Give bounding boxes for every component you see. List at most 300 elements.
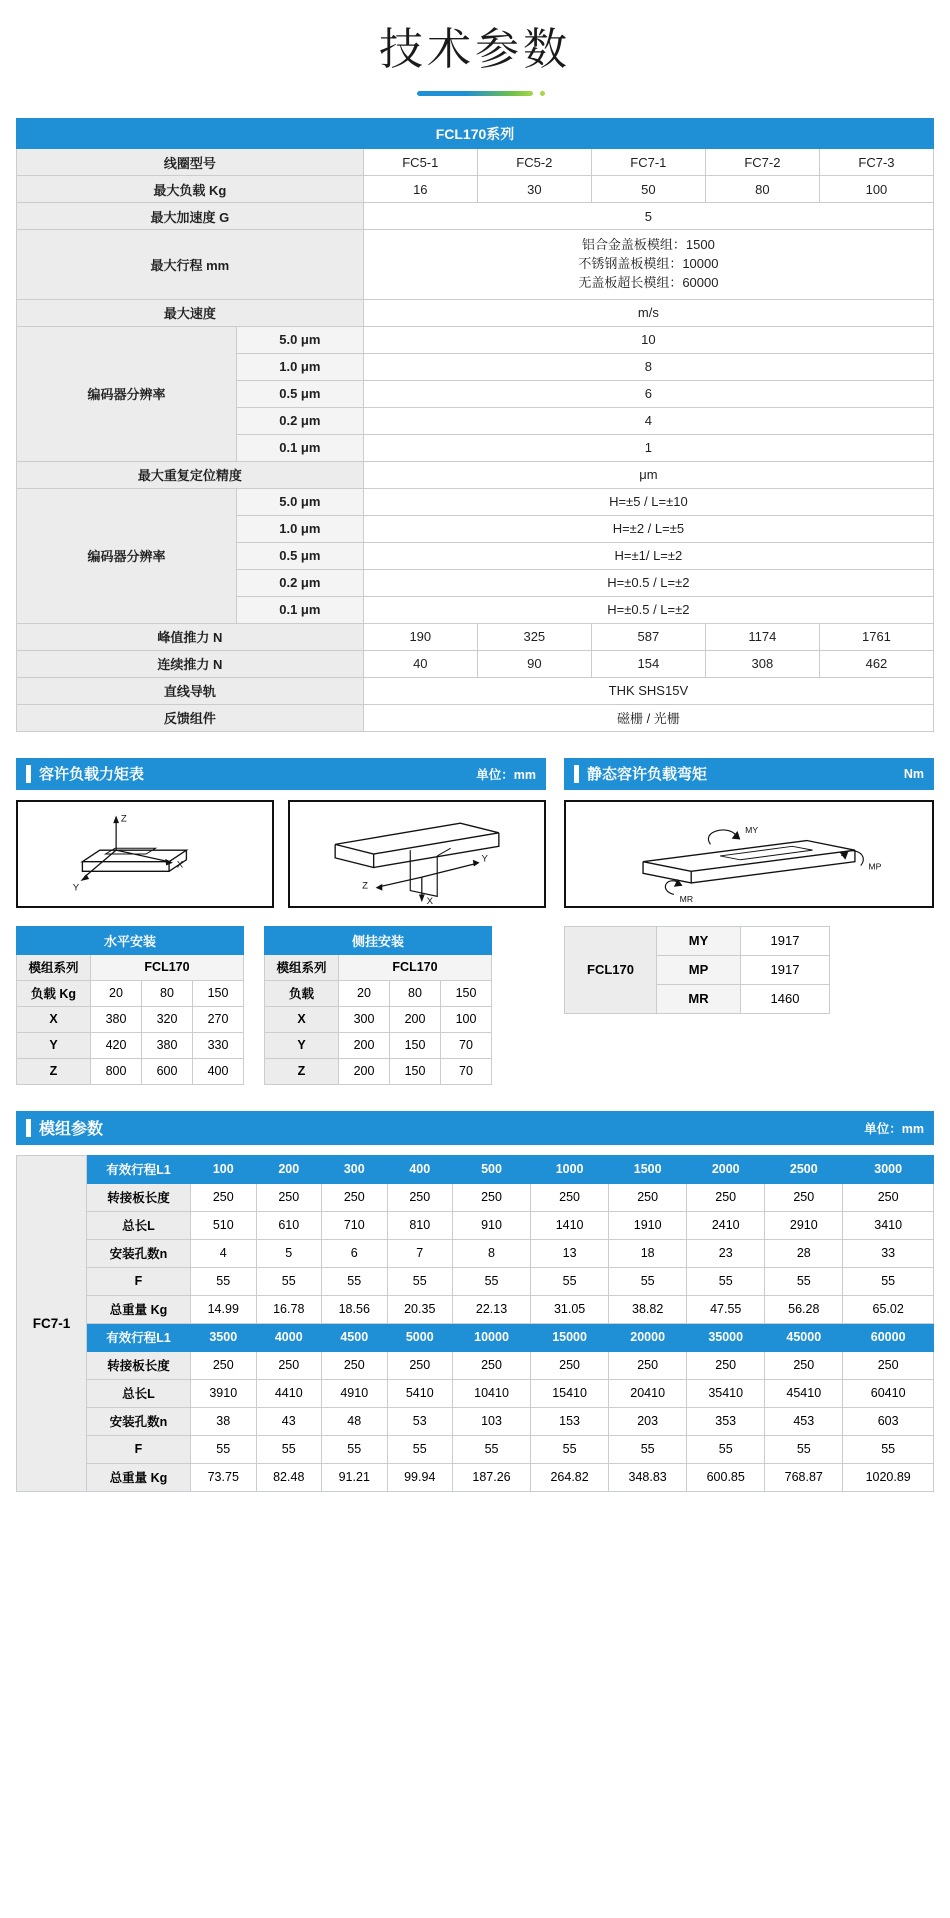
cell-value: 603 <box>843 1407 934 1435</box>
cell-value: 55 <box>843 1435 934 1463</box>
cell-value: 250 <box>687 1183 765 1211</box>
axis-label-x: X <box>17 1006 91 1032</box>
cell-value: 55 <box>765 1435 843 1463</box>
svg-text:X: X <box>176 859 184 871</box>
cell-value: 264.82 <box>531 1463 609 1491</box>
module-parameters-header <box>16 1111 934 1145</box>
cell-value: 13 <box>531 1239 609 1267</box>
header-cell: 4500 <box>322 1323 388 1351</box>
table-row <box>17 149 934 176</box>
cell-value: 8 <box>363 353 933 380</box>
side-mount-table <box>264 926 492 1085</box>
series-value: FCL170 <box>91 954 244 980</box>
row-label-total-weight: 总重量 Kg <box>87 1295 191 1323</box>
cell-value: 150 <box>193 980 244 1006</box>
axis-label-y: Y <box>17 1032 91 1058</box>
table-row <box>17 461 934 488</box>
cell-value: 4910 <box>322 1379 388 1407</box>
cell-value: 55 <box>387 1435 453 1463</box>
cell-value: 30 <box>477 176 591 203</box>
stroke-line-2: 不锈钢盖板模组：10000 <box>578 255 719 271</box>
sub-label: 0.1 μm <box>236 434 363 461</box>
axis-label-x: X <box>265 1006 339 1032</box>
cell-value: 325 <box>477 623 591 650</box>
cell-value: 103 <box>453 1407 531 1435</box>
row-label-max-load: 最大负载 Kg <box>17 176 364 203</box>
table-row <box>17 1351 934 1379</box>
cell-value: 55 <box>191 1267 257 1295</box>
cell-value: 380 <box>142 1032 193 1058</box>
static-moment-title: 静态容许负载弯矩 <box>587 766 708 784</box>
sub-label: 0.5 μm <box>236 380 363 407</box>
header-cell: 5000 <box>387 1323 453 1351</box>
cell-value: 250 <box>765 1351 843 1379</box>
cell-value: 800 <box>91 1058 142 1084</box>
cell-value: 99.94 <box>387 1463 453 1491</box>
cell-value: 55 <box>765 1267 843 1295</box>
cell-value: 53 <box>387 1407 453 1435</box>
cell-value: H=±2 / L=±5 <box>363 515 933 542</box>
static-moment-header <box>564 758 934 790</box>
cell-value: 55 <box>687 1267 765 1295</box>
row-label-continuous-force: 连续推力 N <box>17 650 364 677</box>
cell-value: 1410 <box>531 1211 609 1239</box>
cell-value: 20410 <box>609 1379 687 1407</box>
series-value: FCL170 <box>339 954 492 980</box>
sub-label: 1.0 μm <box>236 515 363 542</box>
cell-value: 43 <box>256 1407 322 1435</box>
module-parameters-unit: 单位：mm <box>864 1121 924 1136</box>
title-underline-decoration <box>417 91 533 96</box>
header-cell: 60000 <box>843 1323 934 1351</box>
cell-value: 250 <box>609 1351 687 1379</box>
cell-value: 250 <box>453 1351 531 1379</box>
axis-label-y: Y <box>265 1032 339 1058</box>
cell-value: H=±5 / L=±10 <box>363 488 933 515</box>
cell-value: 250 <box>531 1183 609 1211</box>
cell-value: 1 <box>363 434 933 461</box>
table-row <box>17 650 934 677</box>
cell-value: 150 <box>390 1032 441 1058</box>
header-cell: 10000 <box>453 1323 531 1351</box>
row-label-max-speed: 最大速度 <box>17 299 364 326</box>
cell-value: 150 <box>390 1058 441 1084</box>
cell-value: 600.85 <box>687 1463 765 1491</box>
table-row <box>17 1183 934 1211</box>
cell-value: 35410 <box>687 1379 765 1407</box>
cell-value: 10410 <box>453 1379 531 1407</box>
cell-value: 60410 <box>843 1379 934 1407</box>
cell-value: 190 <box>363 623 477 650</box>
cell-value: 73.75 <box>191 1463 257 1491</box>
moment-axis-diagram-icon <box>566 802 932 906</box>
svg-text:Z: Z <box>120 812 127 824</box>
table-row <box>565 926 830 955</box>
table-row <box>17 1295 934 1323</box>
cell-value: 200 <box>339 1032 390 1058</box>
stroke-line-1: 铝合金盖板模组：1500 <box>581 237 715 252</box>
table-row <box>265 926 492 954</box>
series-label: 模组系列 <box>17 954 91 980</box>
cell-value: 768.87 <box>765 1463 843 1491</box>
page-title-block <box>16 0 934 96</box>
cell-value: 38 <box>191 1407 257 1435</box>
allowable-moment-header <box>16 758 546 790</box>
cell-value: 90 <box>477 650 591 677</box>
cell-value: 6 <box>363 380 933 407</box>
side-mount-diagram <box>288 800 546 908</box>
table-row <box>17 488 934 515</box>
module-parameters-section <box>16 1111 934 1492</box>
table-row <box>17 677 934 704</box>
header-cell: 35000 <box>687 1323 765 1351</box>
moment-and-static-section <box>16 758 934 1085</box>
moment-code-mr: MR <box>657 984 741 1013</box>
static-moment-column <box>564 758 934 1085</box>
cell-value: 28 <box>765 1239 843 1267</box>
cell-value: 1917 <box>741 955 830 984</box>
row-label-peak-force: 峰值推力 N <box>17 623 364 650</box>
spec-table-header: FCL170系列 <box>17 119 934 149</box>
cell-value: 187.26 <box>453 1463 531 1491</box>
side-axis-diagram-icon <box>290 802 544 906</box>
cell-value: 1910 <box>609 1211 687 1239</box>
horizontal-mount-diagram <box>16 800 274 908</box>
bar-accent-icon <box>26 1119 31 1137</box>
table-row <box>17 1155 934 1183</box>
svg-text:MY: MY <box>745 824 759 835</box>
cell-value: 250 <box>609 1183 687 1211</box>
load-label: 负载 <box>265 980 339 1006</box>
cell-value: 55 <box>609 1435 687 1463</box>
static-moment-table <box>564 926 830 1014</box>
cell-value: 55 <box>256 1435 322 1463</box>
svg-text:Y: Y <box>481 853 488 865</box>
table-row <box>17 1032 244 1058</box>
cell-value-max-stroke <box>363 230 933 300</box>
cell-value: 250 <box>256 1183 322 1211</box>
svg-text:X: X <box>426 895 434 906</box>
moment-code-my: MY <box>657 926 741 955</box>
table-row <box>265 954 492 980</box>
table-row <box>265 1032 492 1058</box>
row-label-f: F <box>87 1435 191 1463</box>
cell-value: 5 <box>363 203 933 230</box>
row-label-feedback: 反馈组件 <box>17 704 364 731</box>
table-row <box>17 326 934 353</box>
row-label-encoder-resolution-2: 编码器分辨率 <box>17 488 237 623</box>
table-row <box>17 954 244 980</box>
sub-label: 0.2 μm <box>236 407 363 434</box>
moment-diagrams <box>16 800 546 908</box>
cell-value: 420 <box>91 1032 142 1058</box>
cell-value: 55 <box>453 1267 531 1295</box>
cell-value: 磁栅 / 光栅 <box>363 704 933 731</box>
cell-value: 1460 <box>741 984 830 1013</box>
cell-value: 400 <box>193 1058 244 1084</box>
horizontal-mount-table <box>16 926 244 1085</box>
cell-value: FC7-3 <box>819 149 933 176</box>
cell-value: 20 <box>91 980 142 1006</box>
row-label-max-stroke: 最大行程 mm <box>17 230 364 300</box>
table-row <box>265 1058 492 1084</box>
cell-value: 250 <box>687 1351 765 1379</box>
svg-text:MR: MR <box>679 893 694 904</box>
header-cell: 2500 <box>765 1155 843 1183</box>
cell-value: m/s <box>363 299 933 326</box>
cell-value: 250 <box>843 1183 934 1211</box>
cell-value: 250 <box>256 1351 322 1379</box>
cell-value: 710 <box>322 1211 388 1239</box>
table-row <box>17 176 934 203</box>
cell-value: 5 <box>256 1239 322 1267</box>
cell-value: 600 <box>142 1058 193 1084</box>
header-cell: 3000 <box>843 1155 934 1183</box>
row-label-adapter-plate-length: 转接板长度 <box>87 1183 191 1211</box>
svg-text:Y: Y <box>72 882 80 894</box>
cell-value: 55 <box>256 1267 322 1295</box>
header-label-effective-stroke-1: 有效行程L1 <box>87 1155 191 1183</box>
cell-value: 38.82 <box>609 1295 687 1323</box>
cell-value: 453 <box>765 1407 843 1435</box>
page-title: 技术参数 <box>379 25 571 74</box>
cell-value: μm <box>363 461 933 488</box>
table-row <box>17 1006 244 1032</box>
cell-value: 200 <box>339 1058 390 1084</box>
allowable-moment-column <box>16 758 546 1085</box>
cell-value: 55 <box>191 1435 257 1463</box>
cell-value: 55 <box>687 1435 765 1463</box>
row-label-total-length: 总长L <box>87 1211 191 1239</box>
cell-value: 91.21 <box>322 1463 388 1491</box>
cell-value: 40 <box>363 650 477 677</box>
specification-table <box>16 118 934 732</box>
cell-value: 31.05 <box>531 1295 609 1323</box>
row-label-linear-guide: 直线导轨 <box>17 677 364 704</box>
table-row <box>17 203 934 230</box>
cell-value: FC5-2 <box>477 149 591 176</box>
header-cell: 2000 <box>687 1155 765 1183</box>
module-parameters-title: 模组参数 <box>39 1121 104 1139</box>
row-label-total-length: 总长L <box>87 1379 191 1407</box>
sub-label: 5.0 μm <box>236 488 363 515</box>
cell-value: 353 <box>687 1407 765 1435</box>
cell-value: 1020.89 <box>843 1463 934 1491</box>
table-row <box>17 119 934 149</box>
header-cell: 100 <box>191 1155 257 1183</box>
table-row <box>17 1463 934 1491</box>
cell-value: 250 <box>531 1351 609 1379</box>
cell-value: 380 <box>91 1006 142 1032</box>
cell-value: 100 <box>441 1006 492 1032</box>
horizontal-mount-title: 水平安装 <box>17 926 244 954</box>
allowable-moment-title: 容许负载力矩表 <box>39 766 145 784</box>
table-row <box>265 1006 492 1032</box>
cell-value: 70 <box>441 1032 492 1058</box>
cell-value: 55 <box>609 1267 687 1295</box>
header-cell: 1000 <box>531 1155 609 1183</box>
table-row <box>17 1323 934 1351</box>
cell-value: H=±0.5 / L=±2 <box>363 569 933 596</box>
row-label-coil-model: 线圈型号 <box>17 149 364 176</box>
cell-value: FC5-1 <box>363 149 477 176</box>
cell-value: 250 <box>191 1183 257 1211</box>
cell-value: 20 <box>339 980 390 1006</box>
cell-value: 1761 <box>819 623 933 650</box>
cell-value: 14.99 <box>191 1295 257 1323</box>
cell-value: 250 <box>843 1351 934 1379</box>
cell-value: 10 <box>363 326 933 353</box>
side-mount-title: 侧挂安装 <box>265 926 492 954</box>
table-row <box>17 1407 934 1435</box>
cell-value: 610 <box>256 1211 322 1239</box>
cell-value: 250 <box>453 1183 531 1211</box>
sub-label: 0.2 μm <box>236 569 363 596</box>
table-row <box>17 704 934 731</box>
sub-label: 0.5 μm <box>236 542 363 569</box>
cell-value: 300 <box>339 1006 390 1032</box>
cell-value: 154 <box>591 650 705 677</box>
bar-accent-icon <box>26 765 31 783</box>
cell-value: 48 <box>322 1407 388 1435</box>
cell-value: 80 <box>705 176 819 203</box>
cell-value: 15410 <box>531 1379 609 1407</box>
module-series-label: FC7-1 <box>17 1155 87 1491</box>
cell-value: 55 <box>453 1435 531 1463</box>
cell-value: 200 <box>390 1006 441 1032</box>
cell-value: 6 <box>322 1239 388 1267</box>
cell-value: 80 <box>142 980 193 1006</box>
horizontal-axis-diagram-icon <box>18 802 272 906</box>
table-row <box>17 1379 934 1407</box>
cell-value: 150 <box>441 980 492 1006</box>
row-label-mounting-holes: 安装孔数n <box>87 1407 191 1435</box>
row-label-adapter-plate-length: 转接板长度 <box>87 1351 191 1379</box>
table-row <box>17 1267 934 1295</box>
cell-value: FC7-2 <box>705 149 819 176</box>
table-row <box>265 980 492 1006</box>
cell-value: 55 <box>387 1267 453 1295</box>
title-dot-decoration <box>540 91 545 96</box>
cell-value: 55 <box>531 1267 609 1295</box>
table-row <box>17 1239 934 1267</box>
row-label-repeat-accuracy: 最大重复定位精度 <box>17 461 364 488</box>
cell-value: H=±0.5 / L=±2 <box>363 596 933 623</box>
sub-label: 5.0 μm <box>236 326 363 353</box>
header-cell: 45000 <box>765 1323 843 1351</box>
load-label: 负载 Kg <box>17 980 91 1006</box>
cell-value: 7 <box>387 1239 453 1267</box>
cell-value: 462 <box>819 650 933 677</box>
cell-value: 4410 <box>256 1379 322 1407</box>
bar-accent-icon <box>574 765 579 783</box>
module-parameters-table <box>16 1155 934 1492</box>
table-row <box>17 230 934 300</box>
cell-value: 16 <box>363 176 477 203</box>
cell-value: 270 <box>193 1006 244 1032</box>
cell-value: 55 <box>843 1267 934 1295</box>
cell-value: 250 <box>765 1183 843 1211</box>
header-cell: 15000 <box>531 1323 609 1351</box>
cell-value: 1174 <box>705 623 819 650</box>
cell-value: 33 <box>843 1239 934 1267</box>
cell-value: 22.13 <box>453 1295 531 1323</box>
cell-value: 55 <box>322 1435 388 1463</box>
cell-value: 510 <box>191 1211 257 1239</box>
cell-value: 250 <box>322 1183 388 1211</box>
cell-value: 80 <box>390 980 441 1006</box>
stroke-line-3: 无盖板超长模组：60000 <box>578 274 719 290</box>
cell-value: 5410 <box>387 1379 453 1407</box>
axis-label-z: Z <box>17 1058 91 1084</box>
cell-value: 18 <box>609 1239 687 1267</box>
header-cell: 20000 <box>609 1323 687 1351</box>
cell-value: 65.02 <box>843 1295 934 1323</box>
svg-text:MP: MP <box>868 860 882 871</box>
cell-value: 50 <box>591 176 705 203</box>
header-cell: 300 <box>322 1155 388 1183</box>
cell-value: 203 <box>609 1407 687 1435</box>
cell-value: 3410 <box>843 1211 934 1239</box>
cell-value: THK SHS15V <box>363 677 933 704</box>
cell-value: 153 <box>531 1407 609 1435</box>
cell-value: 330 <box>193 1032 244 1058</box>
header-cell: 1500 <box>609 1155 687 1183</box>
table-row <box>17 299 934 326</box>
cell-value: 587 <box>591 623 705 650</box>
row-label-total-weight: 总重量 Kg <box>87 1463 191 1491</box>
cell-value: 910 <box>453 1211 531 1239</box>
allowable-moment-unit: 单位：mm <box>476 767 536 782</box>
row-label-f: F <box>87 1267 191 1295</box>
cell-value: 810 <box>387 1211 453 1239</box>
cell-value: 4 <box>191 1239 257 1267</box>
cell-value: 2410 <box>687 1211 765 1239</box>
moment-code-mp: MP <box>657 955 741 984</box>
cell-value: 23 <box>687 1239 765 1267</box>
cell-value: 100 <box>819 176 933 203</box>
table-row <box>17 1435 934 1463</box>
cell-value: 250 <box>387 1351 453 1379</box>
sub-label: 1.0 μm <box>236 353 363 380</box>
cell-value: 45410 <box>765 1379 843 1407</box>
cell-value: 250 <box>322 1351 388 1379</box>
cell-value: 55 <box>531 1435 609 1463</box>
mount-tables <box>16 926 546 1085</box>
static-moment-diagram <box>564 800 934 908</box>
cell-value: 18.56 <box>322 1295 388 1323</box>
header-label-effective-stroke-2: 有效行程L1 <box>87 1323 191 1351</box>
header-cell: 3500 <box>191 1323 257 1351</box>
header-cell: 500 <box>453 1155 531 1183</box>
table-row <box>17 623 934 650</box>
cell-value: 4 <box>363 407 933 434</box>
series-label: 模组系列 <box>265 954 339 980</box>
row-label-encoder-resolution-1: 编码器分辨率 <box>17 326 237 461</box>
header-cell: 200 <box>256 1155 322 1183</box>
header-cell: 400 <box>387 1155 453 1183</box>
cell-value: 20.35 <box>387 1295 453 1323</box>
cell-value: 70 <box>441 1058 492 1084</box>
cell-value: 2910 <box>765 1211 843 1239</box>
cell-value: 348.83 <box>609 1463 687 1491</box>
table-row <box>17 1211 934 1239</box>
row-label-mounting-holes: 安装孔数n <box>87 1239 191 1267</box>
cell-value: 250 <box>387 1183 453 1211</box>
cell-value: 308 <box>705 650 819 677</box>
table-row <box>17 926 244 954</box>
cell-value: 56.28 <box>765 1295 843 1323</box>
